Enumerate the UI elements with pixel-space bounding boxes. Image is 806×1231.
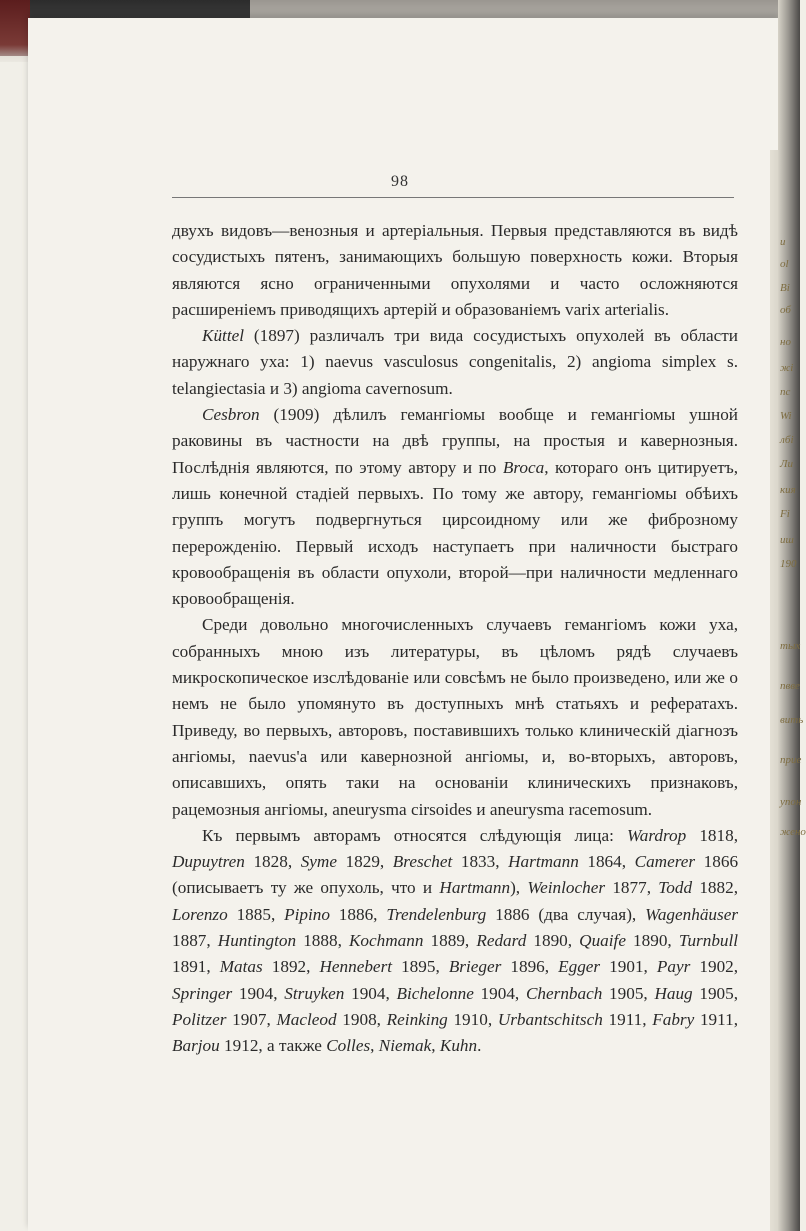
author-name: Colles xyxy=(326,1036,371,1056)
author-name: Cesbron xyxy=(202,405,260,425)
text-run: 1904, xyxy=(232,983,285,1003)
text-run: , xyxy=(431,1036,440,1056)
header-rule xyxy=(172,197,734,198)
bleed-fragment: 190 xyxy=(780,558,797,570)
bleed-fragment: Wi xyxy=(780,410,792,422)
text-run: (1897) различалъ три вида сосудистыхъ опухолей въ области наружнаго уха: 1) naevus vasculosus congenitalis, 2) angioma simplex s. telangiectasia и 3) angioma cavernosum. xyxy=(172,326,738,398)
author-name: Wardrop xyxy=(627,825,687,845)
author-name: Quaife xyxy=(579,931,626,951)
text-run: 1829, xyxy=(336,852,393,872)
author-name: Todd xyxy=(658,878,693,898)
text-run: 1889, xyxy=(423,931,477,951)
author-name: Payr xyxy=(656,957,691,977)
bleed-fragment: жено xyxy=(780,826,806,838)
bleed-fragment: пс xyxy=(780,386,791,398)
bleed-fragment: но xyxy=(780,336,791,348)
author-name: Weinlocher xyxy=(527,878,606,898)
bleed-fragment: жі xyxy=(780,362,794,374)
author-name: Brieger xyxy=(448,957,502,977)
text-run: двухъ видовъ—венозныя и артеріальныя. Первыя представляются въ видѣ сосудистыхъ пятенъ, занимающихъ большую поверхность кожи. Вторыя являются ясно ограниченными опухолями и часто осложняются расширеніемъ приводящихъ артерій и образованіемъ varix arterialis. xyxy=(172,221,738,319)
author-name: Broca xyxy=(502,457,545,477)
bleed-fragment: иш xyxy=(780,534,794,546)
text-run: Среди довольно многочисленныхъ случаевъ гемангіомъ кожи уха, собранныхъ мною изъ литературы, въ цѣломъ рядѣ случаевъ микроскопическое изслѣдованіе или совсѣмъ не было произведено, или же о немъ не было упомянуто въ доступныхъ мнѣ статьяхъ и рефератахъ. Приведу, во первыхъ, авторовъ, поставившихъ только клиническій діагнозъ ангіомы, naevus'а или кавернозной ангіомы, и, во-вторыхъ, авторовъ, описавшихъ, опять таки на основаніи клиническихъ признаковъ, рацемозныя ангіомы, aneurysma cirsoides и aneurysma racemosum. xyxy=(172,615,738,819)
text-run: 1886 (два случая), xyxy=(486,904,646,924)
text-run: 1904, xyxy=(344,983,397,1003)
author-name: Syme xyxy=(300,852,337,872)
author-name: Redard xyxy=(476,931,527,951)
text-run: 1896, xyxy=(501,957,559,977)
text-run: 1885, xyxy=(227,904,285,924)
text-run: 1890, xyxy=(625,931,679,951)
author-name: Egger xyxy=(558,957,601,977)
bleed-fragment: об xyxy=(780,304,791,316)
text-run: ), xyxy=(510,878,528,898)
author-name: Hartmann xyxy=(508,852,579,872)
author-name: Politzer xyxy=(172,1009,227,1029)
text-run: Къ первымъ авторамъ относятся слѣдующія лица: xyxy=(202,825,627,845)
body-text xyxy=(172,218,738,1060)
paragraph xyxy=(172,612,738,822)
text-run: 1902, xyxy=(690,957,739,977)
text-run: 1864, xyxy=(578,852,635,872)
text-run: 1912, а также xyxy=(219,1036,327,1056)
text-run: 1887, xyxy=(172,931,218,951)
bleed-fragment: пвве xyxy=(780,680,800,692)
author-name: Dupuytren xyxy=(172,852,245,872)
author-name: Bichelonne xyxy=(396,983,474,1003)
author-name: Hartmann xyxy=(439,878,511,898)
author-name: Macleod xyxy=(276,1009,337,1029)
text-run: , xyxy=(370,1036,379,1056)
text-run: 1907, xyxy=(226,1009,277,1029)
author-name: Wagenhäuser xyxy=(645,904,739,924)
text-run: 1892, xyxy=(262,957,320,977)
paragraph xyxy=(172,823,738,1060)
text-run: 1886, xyxy=(329,904,387,924)
author-name: Springer xyxy=(172,983,233,1003)
page-number: 98 xyxy=(391,173,409,190)
text-run: 1833, xyxy=(452,852,509,872)
author-name: Urbantschitsch xyxy=(497,1009,603,1029)
bleed-fragment: ol xyxy=(780,258,789,270)
text-run: 1905, xyxy=(692,983,739,1003)
text-run: 1911, xyxy=(694,1009,738,1029)
text-run: 1882, xyxy=(692,878,738,898)
paragraph xyxy=(172,218,738,323)
text-run: 1891, xyxy=(172,957,220,977)
author-name: Pipino xyxy=(284,904,330,924)
bleed-fragment: прие xyxy=(780,754,802,766)
author-name: Reinking xyxy=(386,1009,448,1029)
author-name: Kuhn xyxy=(439,1036,478,1056)
bleed-fragment: вить xyxy=(780,714,804,726)
author-name: Camerer xyxy=(634,852,696,872)
text-run: 1908, xyxy=(336,1009,387,1029)
text-run: (1909) дѣлилъ гемангіомы вообще и гемангіомы ушной раковины въ частности на двѣ группы, на простыя и кавернозныя. Послѣднія являются, по этому автору и по xyxy=(172,405,738,477)
bleed-fragment: Ли xyxy=(780,458,793,470)
bleed-fragment: Bi xyxy=(780,282,790,294)
bleed-fragment: упон xyxy=(780,796,802,808)
author-name: Lorenzo xyxy=(172,904,228,924)
text-run: 1904, xyxy=(473,983,526,1003)
text-run: 1910, xyxy=(447,1009,498,1029)
author-name: Turnbull xyxy=(678,931,739,951)
author-name: Matas xyxy=(219,957,263,977)
scan-binding-red xyxy=(0,0,30,56)
author-name: Kochmann xyxy=(348,931,424,951)
text-run: 1905, xyxy=(602,983,655,1003)
author-name: Huntington xyxy=(217,931,297,951)
text-run: 1877, xyxy=(605,878,659,898)
author-name: Chernbach xyxy=(525,983,603,1003)
paragraph xyxy=(172,402,738,612)
text-run: 1828, xyxy=(244,852,301,872)
text-run: 1818, xyxy=(686,825,739,845)
author-name: Barjou xyxy=(172,1036,220,1056)
text-run: 1911, xyxy=(602,1009,653,1029)
author-name: Niemak xyxy=(378,1036,432,1056)
author-name: Trendelenburg xyxy=(386,904,487,924)
text-run: . xyxy=(477,1036,482,1056)
bleed-fragment: кия xyxy=(780,484,796,496)
author-name: Fabry xyxy=(652,1009,695,1029)
text-run: 1895, xyxy=(392,957,449,977)
text-run: 1901, xyxy=(600,957,657,977)
author-name: Struyken xyxy=(284,983,345,1003)
text-run: 1890, xyxy=(526,931,580,951)
author-name: Breschet xyxy=(392,852,453,872)
text-run: 1866 (описываетъ ту же опухоль, что и xyxy=(172,852,739,898)
bleed-fragment: и xyxy=(780,236,786,248)
bleed-fragment: тых xyxy=(780,640,801,652)
text-run: , котораго онъ цитируетъ, лишь конечной стадіей первыхъ. По тому же автору, гемангіомы обѣихъ группъ могутъ подвергнуться цирсоидному или же фиброзному перерожденію. Первый исходъ наступаетъ при наличности быстраго кровообращенія въ области опухоли, второй—при наличности медленнаго кровообращенія. xyxy=(172,457,738,609)
author-name: Haug xyxy=(654,983,693,1003)
paragraph xyxy=(172,323,738,402)
text-run: 1888, xyxy=(296,931,349,951)
bleed-fragment: Fi xyxy=(780,508,790,520)
bleed-fragment: лбі xyxy=(780,434,794,446)
author-name: Hennebert xyxy=(319,957,393,977)
author-name: Küttel xyxy=(202,326,245,346)
